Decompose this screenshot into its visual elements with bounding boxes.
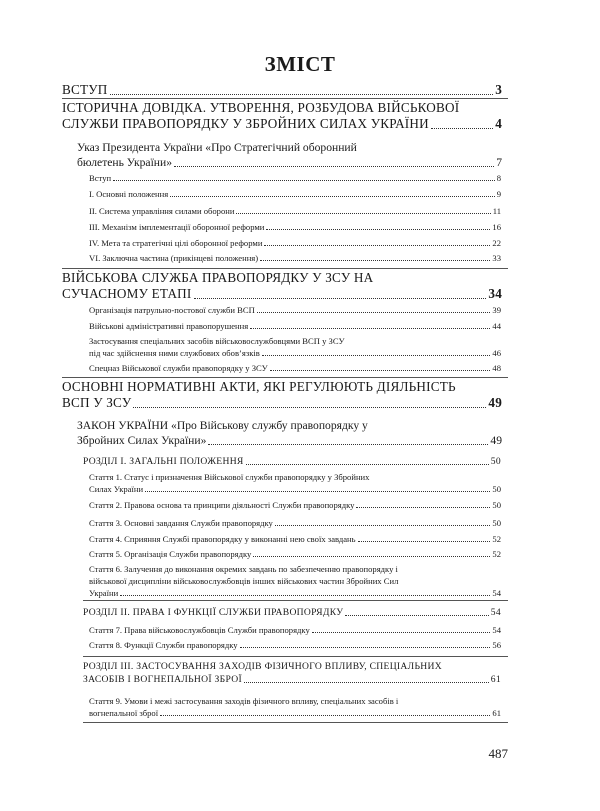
toc-entry: Вступ 8: [89, 173, 501, 183]
divider: [62, 98, 508, 99]
toc-entry: ОСНОВНІ НОРМАТИВНІ АКТИ, ЯКІ РЕГУЛЮЮТЬ ДІЯЛЬНІСТЬ ВСП У ЗСУ 49: [62, 379, 502, 410]
divider: [83, 656, 508, 657]
toc-entry: РОЗДІЛ III. ЗАСТОСУВАННЯ ЗАХОДІВ ФІЗИЧНОГО ВПЛИВУ, СПЕЦІАЛЬНИХ ЗАСОБІВ І ВОГНЕПАЛЬНОЇ ЗБРОЇ 61: [83, 661, 501, 685]
toc-entry: Застосування спеціальних засобів військовослужбовцями ВСП у ЗСУ під час здійснення ними службових обов’язків 46: [89, 336, 501, 358]
toc-entry: II. Система управління силами оборони 11: [89, 206, 501, 216]
toc-entry: ЗАКОН УКРАЇНИ «Про Військову службу правопорядку у Збройних Силах України» 49: [77, 419, 502, 447]
toc-entry: Стаття 1. Статус і призначення Військової служби правопорядку у Збройних Силах України 50: [89, 472, 501, 494]
page-title: ЗМІСТ: [264, 52, 336, 76]
divider: [62, 268, 508, 269]
toc-entry: Стаття 7. Права військовослужбовців Служби правопорядку 54: [89, 625, 501, 635]
toc-entry: Указ Президента України «Про Стратегічний оборонний бюлетень України» 7: [77, 141, 502, 169]
toc-entry: Стаття 4. Сприяння Службі правопорядку у виконанні нею своїх завдань 52: [89, 534, 501, 544]
toc-entry: Стаття 8. Функції Служби правопорядку 56: [89, 640, 501, 650]
divider: [62, 377, 508, 378]
toc-entry: Стаття 3. Основні завдання Служби правопорядку 50: [89, 518, 501, 528]
toc-entry: ВСТУП 3: [62, 82, 502, 97]
toc-entry: РОЗДІЛ II. ПРАВА І ФУНКЦІЇ СЛУЖБИ ПРАВОПОРЯДКУ 54: [83, 607, 501, 618]
toc-entry: РОЗДІЛ I. ЗАГАЛЬНІ ПОЛОЖЕННЯ 50: [83, 456, 501, 467]
toc-entry: Організація патрульно-постової служби ВСП 39: [89, 305, 501, 315]
toc-entry: VI. Заключна частина (прикінцеві положення) 33: [89, 253, 501, 263]
divider: [83, 600, 508, 601]
page-number: 487: [488, 746, 508, 761]
toc-entry: ІСТОРИЧНА ДОВІДКА. УТВОРЕННЯ, РОЗБУДОВА ВІЙСЬКОВОЇ СЛУЖБИ ПРАВОПОРЯДКУ У ЗБРОЙНИХ СИЛАХ УКРАЇНИ 4: [62, 100, 502, 131]
toc-entry: I. Основні положення 9: [89, 189, 501, 199]
toc-entry: Військові адміністративні правопорушення 44: [89, 321, 501, 331]
toc-entry: Стаття 2. Правова основа та принципи діяльності Служби правопорядку 50: [89, 500, 501, 510]
toc-entry: Стаття 9. Умови і межі застосування заходів фізичного впливу, спеціальних засобів і вогнепальної зброї 61: [89, 696, 501, 718]
divider: [83, 722, 508, 723]
toc-entry: III. Механізм імплементації оборонної реформи 16: [89, 222, 501, 232]
toc-entry: IV. Мета та стратегічні цілі оборонної реформи 22: [89, 238, 501, 248]
toc-entry: Стаття 5. Організація Служби правопорядку 52: [89, 549, 501, 559]
toc-entry: ВІЙСЬКОВА СЛУЖБА ПРАВОПОРЯДКУ У ЗСУ НА СУЧАСНОМУ ЕТАПІ 34: [62, 270, 502, 301]
toc-entry: Стаття 6. Залучення до виконання окремих завдань по забезпеченню правопорядку і військової дисципліни військовослужбовців інших військових частин Збройних Сил України 54: [89, 564, 501, 598]
toc-entry: Спецназ Військової служби правопорядку у ЗСУ 48: [89, 363, 501, 373]
